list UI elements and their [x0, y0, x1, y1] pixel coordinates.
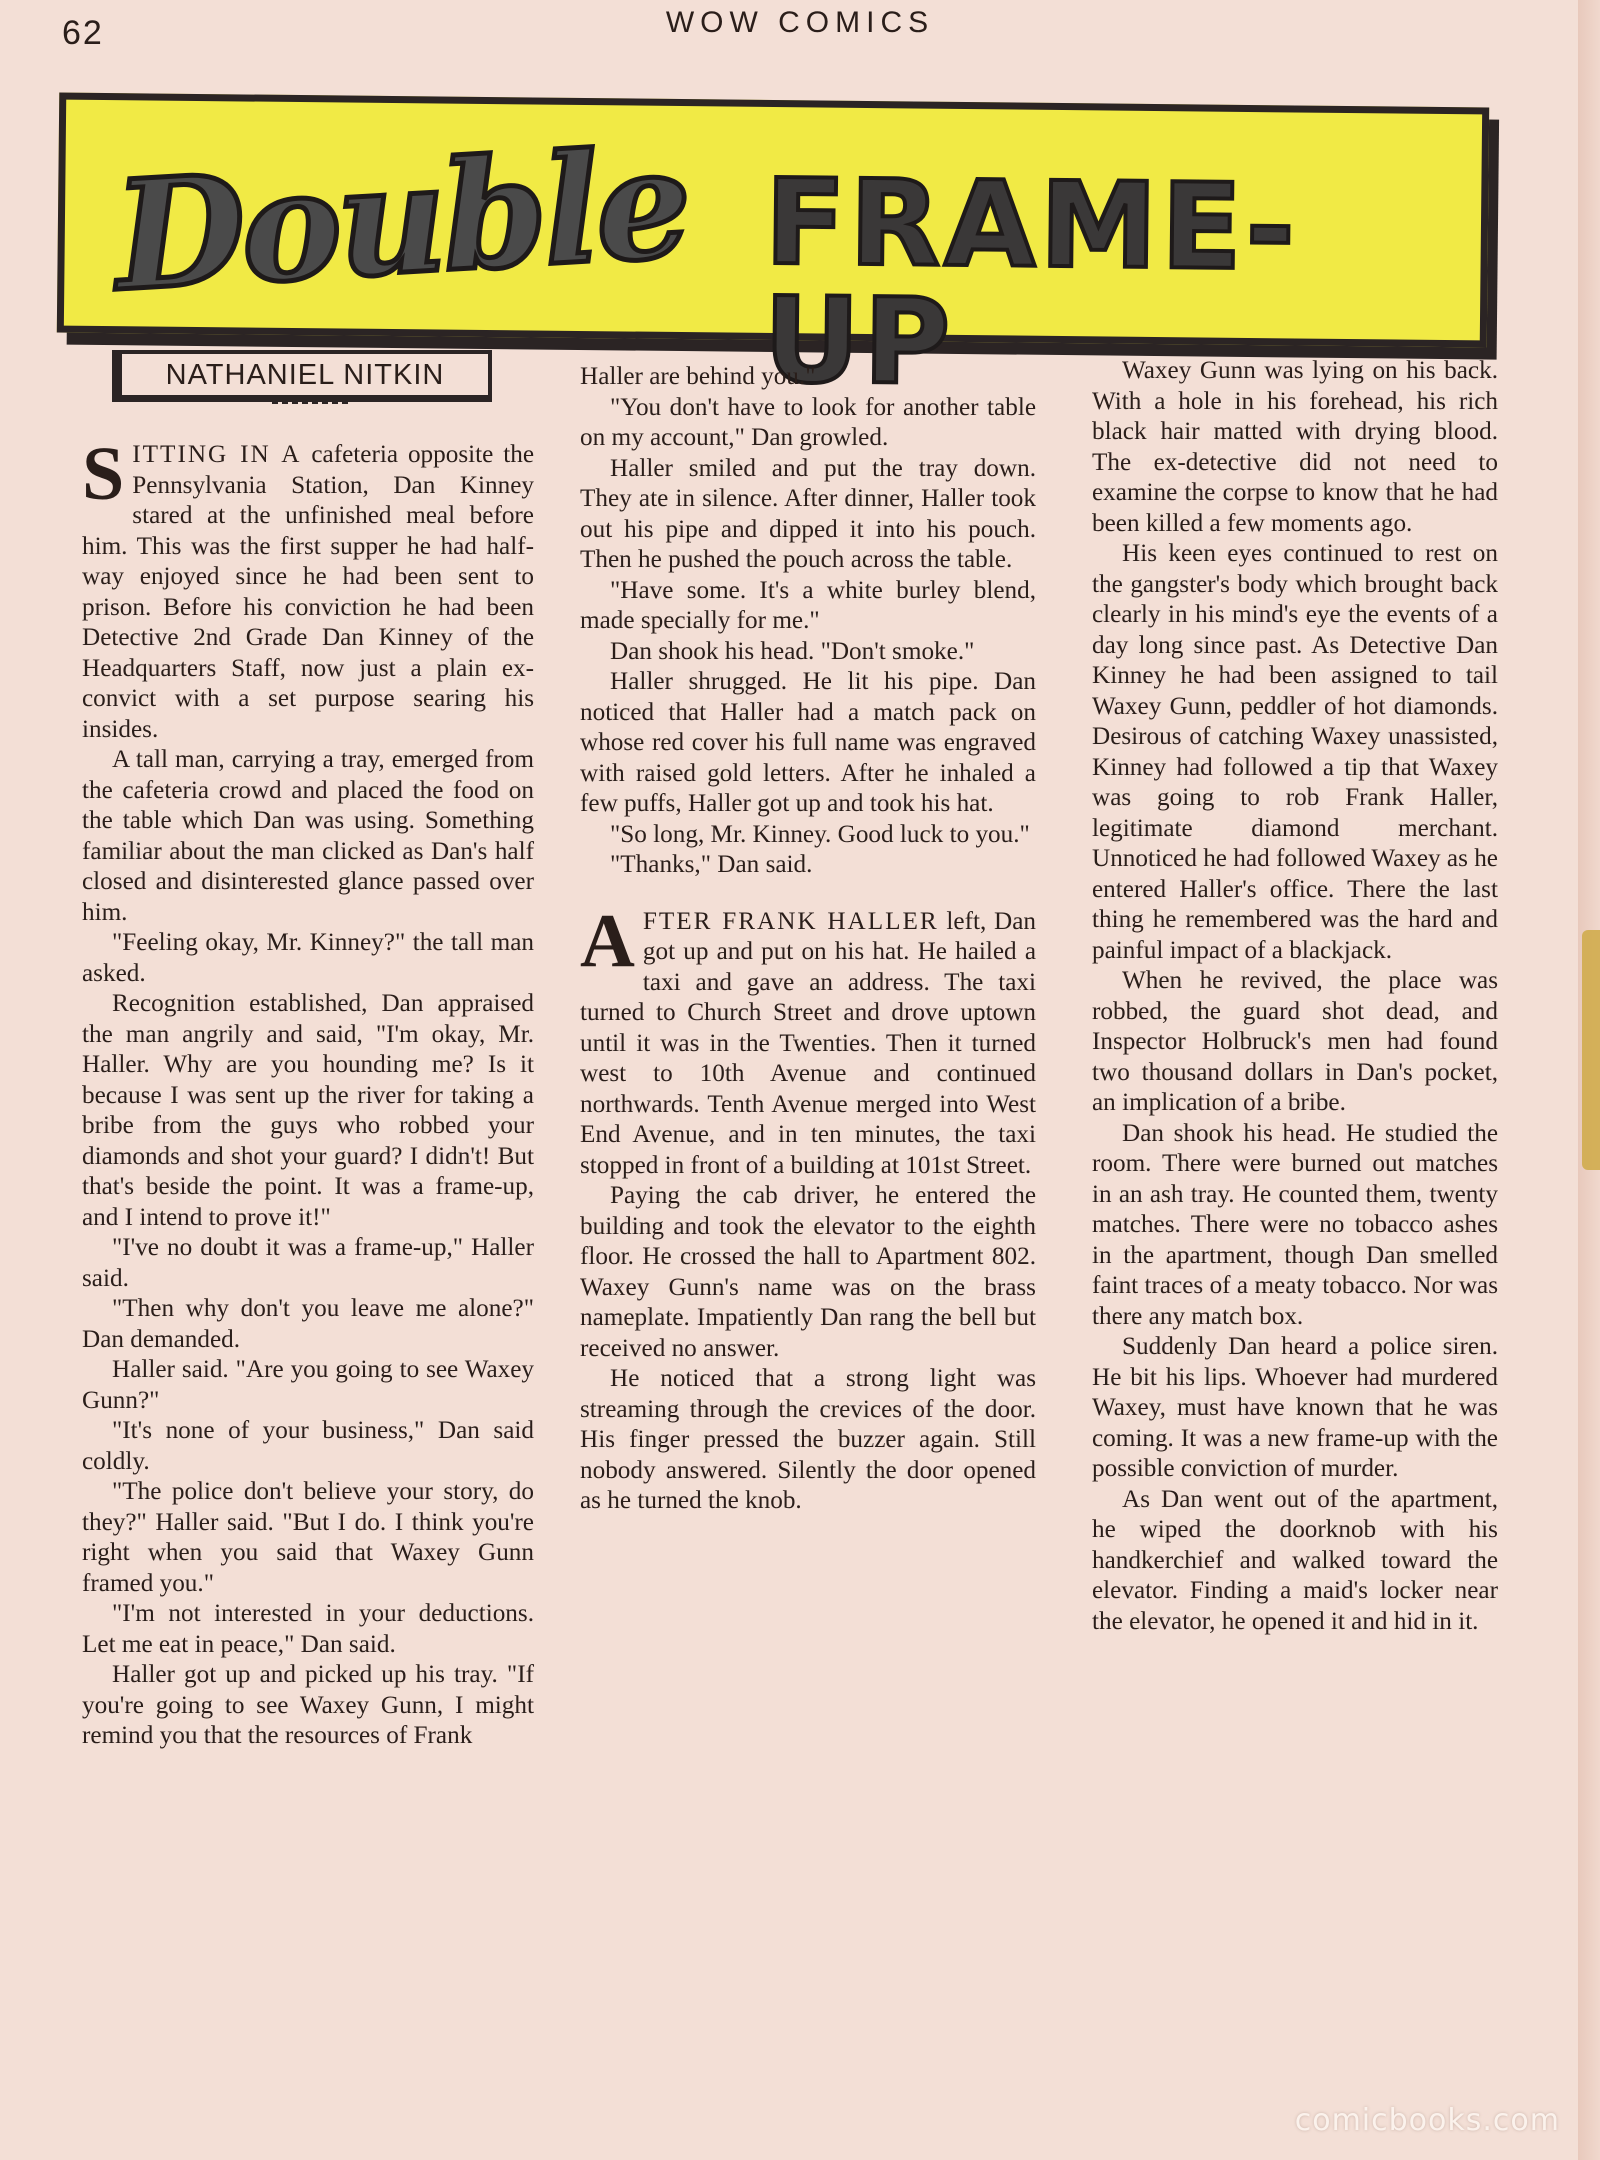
page-tab: [1582, 930, 1600, 1170]
paragraph: "I'm not interested in your deductions. Let me eat in peace," Dan said.: [82, 1600, 534, 1658]
lead-in: FTER FRANK HALLER: [642, 907, 939, 935]
section-opening-paragraph: [580, 898, 1037, 1182]
paragraph-text: cafeteria opposite the Pennsylvania Station, Dan Kinney stared at the unfinished meal before him. This was the first supper he had half-way enjoyed since he had been sent to prison. Before his conviction he had been Detective 2nd Grade Dan Kinney of the Headquarters Staff, now just a plain ex-convict with a set purpose searing his insides.: [82, 441, 534, 743]
watermark: comicbooks.com: [1294, 2103, 1560, 2138]
paragraph: Recognition established, Dan appraised the man angrily and said, "I'm okay, Mr. Haller. Why are you hounding me? Is it because I was sent up the river for taking a bribe from the guys who robbed your diamonds and shot your guard? I didn't! But that's beside the point. It was a frame-up, and I intend to prove it!": [82, 990, 534, 1231]
paragraph: Waxey Gunn was lying on his back. With a hole in his forehead, his rich black hair matted with drying blood. The ex-detective did not need to examine the corpse to know that he had been killed a few moments ago.: [1092, 357, 1498, 537]
paragraph: "Then why don't you leave me alone?" Dan demanded.: [82, 1295, 534, 1353]
paragraph-text: left, Dan got up and put on his hat. He hailed a taxi and gave an address. The taxi turned to Church Street and drove uptown until it was in the Twenties. Then it turned west to 10th Avenue and continued northwards. Tenth Avenue merged into West End Avenue, and in ten minutes, the taxi stopped in front of a building at 101st Street.: [580, 907, 1037, 1179]
lead-in: ITTING IN A: [132, 441, 302, 468]
paragraph: Haller got up and picked up his tray. "If you're going to see Waxey Gunn, I might remind you that the resources of Frank: [82, 1661, 534, 1749]
paragraph: "You don't have to look for another table on my account," Dan growled.: [580, 393, 1036, 451]
story-column-2: [580, 362, 1036, 1517]
paragraph: Paying the cab driver, he entered the building and took the elevator to the eighth floor. He crossed the hall to Apartment 802. Waxey Gunn's name was on the brass nameplate. Impatiently Dan rang the bell but received no answer.: [580, 1182, 1036, 1362]
paragraph: Dan shook his head. He studied the room. There were burned out matches in an ash tray. He counted them, twenty matches. There were no tobacco ashes in the apartment, though Dan smelled faint traces of a meaty tobacco. Nor was there any match box.: [1092, 1119, 1498, 1330]
paragraph: "The police don't believe your story, do they?" Haller said. "But I do. I think you're right when you said that Waxey Gunn framed you.": [82, 1478, 534, 1597]
paragraph: Haller said. "Are you going to see Waxey Gunn?": [82, 1356, 534, 1414]
running-head: WOW COMICS: [665, 6, 935, 39]
paragraph: Haller smiled and put the tray down. They ate in silence. After dinner, Haller took out his pipe and dipped it into his pouch. Then he pushed the pouch across the table.: [580, 454, 1036, 573]
story-column-1: [82, 432, 534, 1752]
byline: NATHANIEL NITKIN: [112, 350, 492, 402]
paragraph: Haller shrugged. He lit his pipe. Dan noticed that Haller had a match pack on whose red cover his full name was engraved with raised gold letters. After he inhaled a few puffs, Haller got up and took his hat.: [580, 668, 1036, 817]
opening-paragraph: [82, 432, 534, 745]
paragraph: "Feeling okay, Mr. Kinney?" the tall man asked.: [82, 929, 534, 987]
paragraph: Dan shook his head. "Don't smoke.": [610, 637, 975, 665]
paragraph: Haller are behind you.": [580, 363, 816, 390]
paragraph: "Have some. It's a white burley blend, made specially for me.": [580, 576, 1036, 634]
title-block-word: FRAME-UP: [763, 152, 1300, 411]
paragraph: He noticed that a strong light was streaming through the crevices of the door. His finger pressed the buzzer again. Still nobody answered. Silently the door opened as he turned the knob.: [580, 1365, 1036, 1514]
drop-cap: S: [82, 432, 125, 516]
paragraph: Suddenly Dan heard a police siren. He bit his lips. Whoever had murdered Waxey, must have known that he was coming. It was a new frame-up with the possible conviction of murder.: [1092, 1333, 1498, 1482]
drop-cap: A: [580, 898, 635, 983]
paragraph: His keen eyes continued to rest on the gangster's body which brought back clearly in his mind's eye the events of a day long since past. As Detective Dan Kinney he had been assigned to tail Waxey Gunn, peddler of hot diamonds. Desirous of catching Waxey unassisted, Kinney had followed a tip that Waxey was going to rob Frank Haller, legitimate diamond merchant. Unnoticed he had followed Waxey as he entered Haller's office. There the last thing he remembered was the hard and painful impact of a blackjack.: [1092, 540, 1498, 964]
paragraph: A tall man, carrying a tray, emerged from the cafeteria crowd and placed the food on the table which Dan was using. Something familiar about the man clicked as Dan's half closed and disinterested glance passed over him.: [82, 746, 534, 926]
title-script-word: Double: [110, 115, 693, 325]
section-break: [580, 881, 1036, 907]
story-column-3: [1092, 356, 1498, 1637]
paragraph: "I've no doubt it was a frame-up," Haller said.: [82, 1234, 534, 1292]
paragraph: When he revived, the place was robbed, the guard shot dead, and Inspector Holbruck's men had found two thousand dollars in Dan's pocket, an implication of a bribe.: [1092, 967, 1498, 1116]
paragraph: As Dan went out of the apartment, he wiped the doorknob with his handkerchief and walked toward the elevator. Finding a maid's locker near the elevator, he opened it and hid in it.: [1092, 1485, 1498, 1635]
page-number: 62: [62, 14, 104, 52]
paragraph: "It's none of your business," Dan said coldly.: [82, 1417, 534, 1475]
paragraph: "So long, Mr. Kinney. Good luck to you.": [610, 820, 1030, 848]
paragraph: "Thanks," Dan said.: [610, 851, 813, 878]
